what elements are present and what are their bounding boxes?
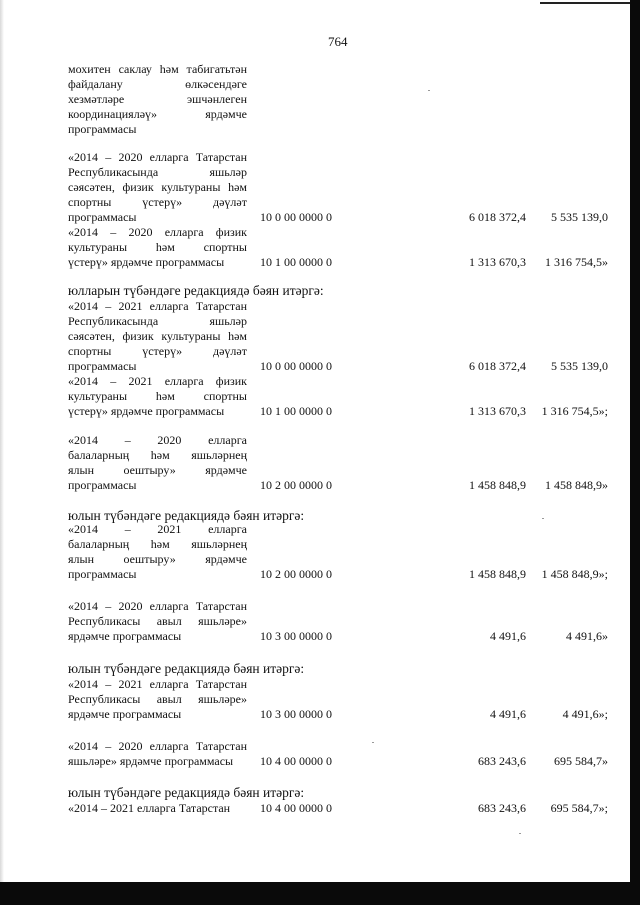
entry-name: «2014 – 2020 елларга Татарстан Республикасы авыл яшьләре» ярдәмче программасы <box>68 599 247 643</box>
classification-code: 10 1 00 0000 0 <box>260 404 332 418</box>
amount-2020: 1 316 754,5»; <box>541 404 608 418</box>
amount-2019: 4 491,6 <box>490 707 526 721</box>
amount-2020: 695 584,7» <box>554 754 608 768</box>
classification-code: 10 1 00 0000 0 <box>260 255 332 269</box>
entry-name: «2014 – 2020 елларга балаларның һәм яшьләрнең ялын оештыру» ярдәмче программасы <box>68 433 247 492</box>
amount-2019: 4 491,6 <box>490 629 526 643</box>
entry-name: «2014 – 2020 елларга Татарстан Республикасында яшьләр сәясәтен, физик культураны һәм спортны үстерү» дәүләт программасы <box>68 150 247 224</box>
top-rule <box>540 2 640 4</box>
entries-block-d <box>68 522 608 582</box>
classification-code: 10 3 00 0000 0 <box>260 707 332 721</box>
entries-block-b <box>68 299 608 419</box>
amount-2019: 6 018 372,4 <box>469 359 526 373</box>
amount-2020: 5 535 139,0 <box>551 210 608 224</box>
budget-entry <box>68 299 608 374</box>
instruction-heading: юлын түбәндәге редакциядә бәян итәргә: <box>68 785 305 800</box>
budget-entry <box>68 225 608 270</box>
amount-2019: 683 243,6 <box>478 801 526 815</box>
amount-2019: 1 313 670,3 <box>469 255 526 269</box>
entry-name: «2014 – 2020 елларга Татарстан яшьләре» ярдәмче программасы <box>68 739 247 768</box>
classification-code: 10 3 00 0000 0 <box>260 629 332 643</box>
amount-2019: 683 243,6 <box>478 754 526 768</box>
budget-entry <box>68 739 608 769</box>
page-number: 764 <box>328 34 348 49</box>
entries-block-e <box>68 599 608 644</box>
entries-block-c <box>68 433 608 493</box>
amount-2019: 1 458 848,9 <box>469 478 526 492</box>
scan-speck <box>542 518 544 519</box>
scan-bottom-border <box>0 882 640 905</box>
classification-code: 10 4 00 0000 0 <box>260 801 332 815</box>
entries-block-g <box>68 739 608 769</box>
classification-code: 10 4 00 0000 0 <box>260 754 332 768</box>
classification-code: 10 0 00 0000 0 <box>260 359 332 373</box>
budget-entry <box>68 599 608 644</box>
classification-code: 10 2 00 0000 0 <box>260 567 332 581</box>
entries-block-h <box>68 801 608 816</box>
entry-name: «2014 – 2021 елларга Татарстан Республикасында яшьләр сәясәтен, физик культураны һәм спортны үстерү» дәүләт программасы <box>68 299 247 373</box>
budget-entry <box>68 801 608 816</box>
amount-2020: 4 491,6»; <box>562 707 608 721</box>
classification-code: 10 0 00 0000 0 <box>260 210 332 224</box>
entry-name: «2014 – 2021 елларга физик культураны һәм спортны үстерү» ярдәмче программасы <box>68 374 247 418</box>
classification-code: 10 2 00 0000 0 <box>260 478 332 492</box>
scan-shadow <box>0 0 4 905</box>
scan-speck <box>519 833 521 834</box>
amount-2019: 6 018 372,4 <box>469 210 526 224</box>
scan-speck <box>372 742 374 743</box>
top-fragment <box>68 62 608 137</box>
entry-name: «2014 – 2020 елларга физик культураны һәм спортны үстерү» ярдәмче программасы <box>68 225 247 269</box>
entry-name: «2014 – 2021 елларга Татарстан Республикасы авыл яшьләре» ярдәмче программасы <box>68 677 247 721</box>
entries-block-a <box>68 150 608 270</box>
scan-speck <box>428 90 430 91</box>
instruction-heading: юлын түбәндәге редакциядә бәян итәргә: <box>68 661 305 676</box>
amount-2020: 4 491,6» <box>566 629 608 643</box>
entry-name: мохитен саклау һәм табигатьтән файдалану өлкәсендәге хезмәтләре эшчәнлеген координацияләү» ярдәмче программасы <box>68 62 247 136</box>
amount-2020: 1 458 848,9»; <box>541 567 608 581</box>
amount-2019: 1 313 670,3 <box>469 404 526 418</box>
amount-2020: 1 316 754,5» <box>545 255 608 269</box>
amount-2020: 5 535 139,0 <box>551 359 608 373</box>
entry-name: «2014 – 2021 елларга Татарстан <box>68 801 231 815</box>
entry-name: «2014 – 2021 елларга балаларның һәм яшьләрнең ялын оештыру» ярдәмче программасы <box>68 522 247 581</box>
budget-entry <box>68 522 608 582</box>
entries-block-f <box>68 677 608 722</box>
amount-2020: 1 458 848,9» <box>545 478 608 492</box>
amount-2019: 1 458 848,9 <box>469 567 526 581</box>
scan-right-border <box>630 0 640 905</box>
budget-entry <box>68 150 608 225</box>
budget-entry <box>68 677 608 722</box>
budget-entry <box>68 433 608 493</box>
budget-entry <box>68 374 608 419</box>
instruction-heading: юлларын түбәндәге редакциядә бәян итәргә: <box>68 283 324 298</box>
amount-2020: 695 584,7»; <box>550 801 608 815</box>
instruction-heading: юлын түбәндәге редакциядә бәян итәргә: <box>68 508 305 523</box>
budget-entry <box>68 62 608 137</box>
